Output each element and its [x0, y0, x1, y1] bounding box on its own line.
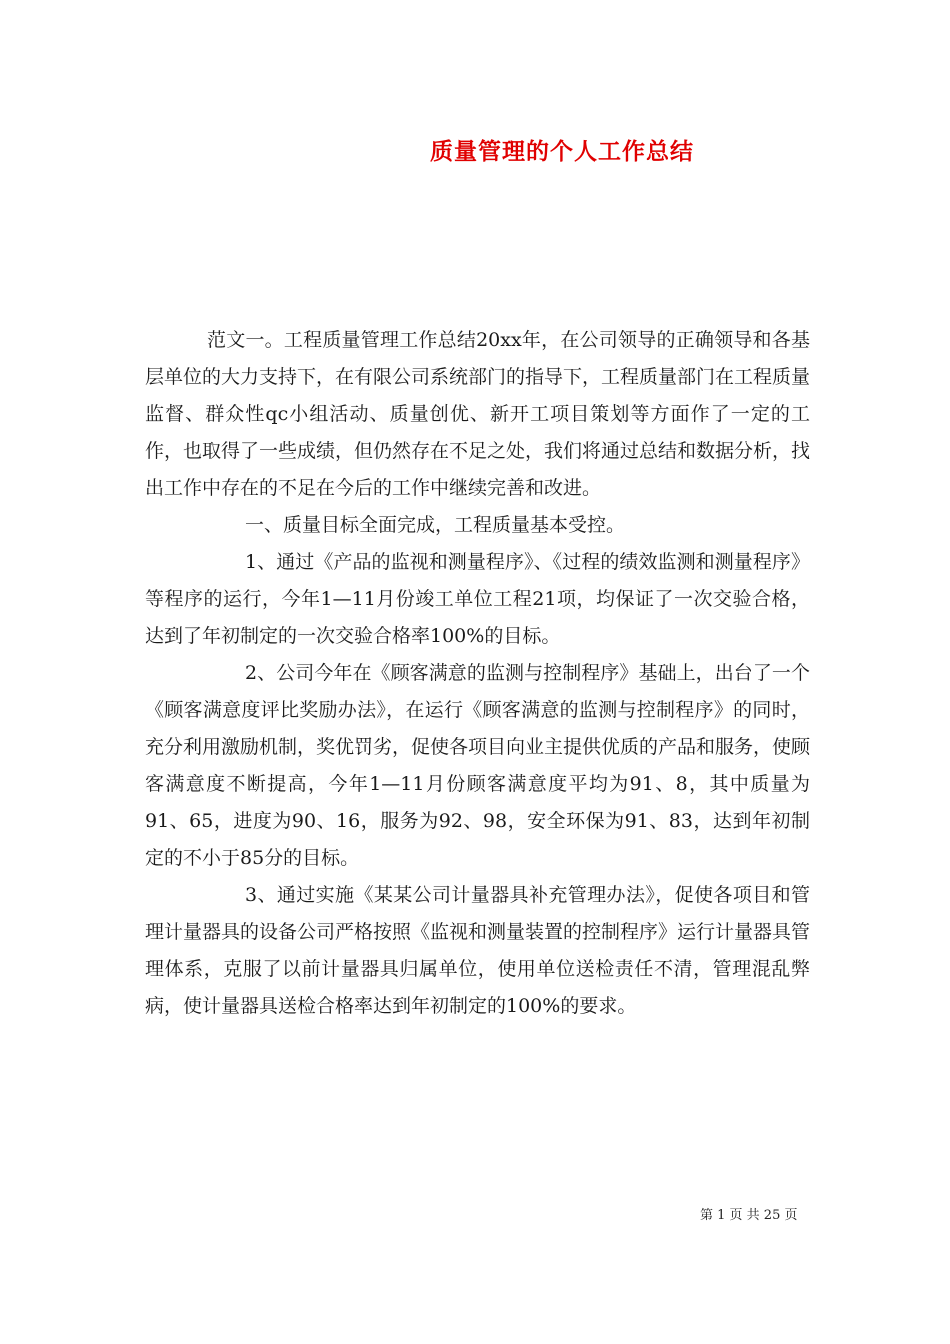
title-container [0, 133, 950, 167]
document-title: 质量管理的个人工作总结 [430, 138, 694, 165]
page-number-footer: 第 1 页 共 25 页 [700, 1208, 798, 1223]
paragraph-item-2: 2、公司今年在《顾客满意的监测与控制程序》基础上，出台了一个《顾客满意度评比奖励办法》，在运行《顾客满意的监测与控制程序》的同时，充分利用激励机制，奖优罚劣，促使各项目向业主提供优质的产品和服务，使顾客满意度不断提高，今年1—11月份顾客满意度平均为91、8，其中质量为91、65，进度为90、16，服务为92、98，安全环保为91、83，达到年初制定的不小于85分的目标。 [145, 662, 811, 869]
paragraph-intro: 范文一。工程质量管理工作总结20xx年，在公司领导的正确领导和各基层单位的大力支持下，在有限公司系统部门的指导下，工程质量部门在工程质量监督、群众性qc小组活动、质量创优、新开工项目策划等方面作了一定的工作，也取得了一些成绩，但仍然存在不足之处，我们将通过总结和数据分析，找出工作中存在的不足在今后的工作中继续完善和改进。 [145, 329, 811, 499]
paragraph-item-1: 1、通过《产品的监视和测量程序》、《过程的绩效监测和测量程序》等程序的运行，今年1—11月份竣工单位工程21项，均保证了一次交验合格，达到了年初制定的一次交验合格率100%的目标。 [145, 551, 810, 647]
paragraph-section-heading: 一、质量目标全面完成，工程质量基本受控。 [245, 514, 626, 536]
paragraph-item-3: 3、通过实施《某某公司计量器具补充管理办法》，促使各项目和管理计量器具的设备公司严格按照《监视和测量装置的控制程序》运行计量器具管理体系，克服了以前计量器具归属单位，使用单位送检责任不清，管理混乱弊病，使计量器具送检合格率达到年初制定的100%的要求。 [145, 884, 811, 1017]
document-body [145, 322, 810, 1025]
